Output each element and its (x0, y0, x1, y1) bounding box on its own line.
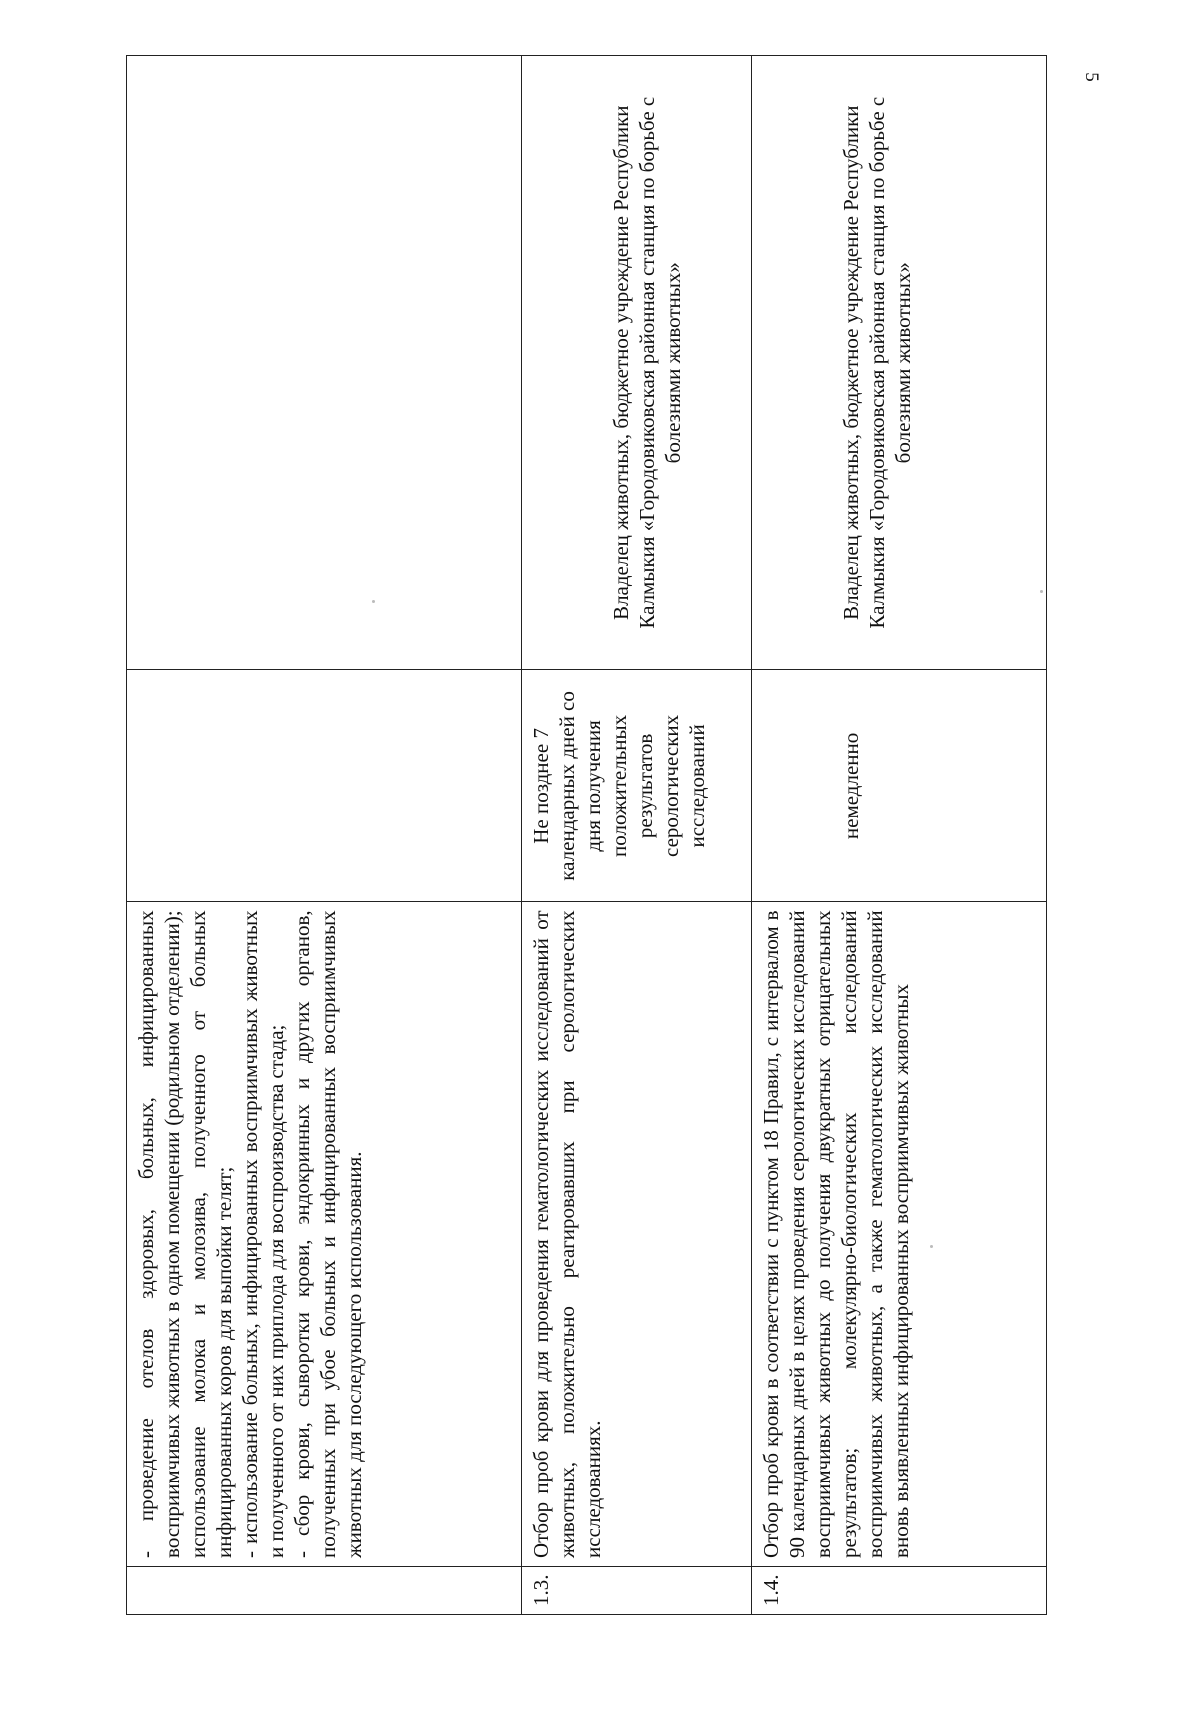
measures-table (126, 55, 1047, 1615)
scan-speck (930, 1245, 933, 1248)
action-paragraph: Отбор проб крови для проведения гематологических исследований от животных, положительно реагировавших при серологических исследованиях. (529, 910, 606, 1558)
action-paragraph: - проведение отелов здоровых, больных, инфицированных восприимчивых животных в одном помещении (родильном отделении); использование молока и молозива, полученного от больных инфицированных коров для выпойки телят; (134, 910, 237, 1558)
responsible-cell (752, 56, 1047, 670)
page-number: 5 (1080, 72, 1102, 82)
term-cell (752, 670, 1047, 902)
rotated-table-container (126, 55, 1046, 1615)
scan-speck (1040, 590, 1043, 593)
action-paragraph: Отбор проб крови в соответствии с пунктом 18 Правил, с интервалом в 90 календарных дней в целях проведения серологических исследований восприимчивых животных до получения двукратных отрицательных результатов; молекулярно-биологических исследований восприимчивых животных, а также гематологических исследований вновь выявленных инфицированных восприимчивых животных (759, 910, 914, 1558)
table-row (127, 56, 522, 1615)
action-cell (752, 902, 1047, 1567)
responsible-text: Владелец животных, бюджетное учреждение Республики Калмыкия «Городовиковская районная станция по борьбе с болезнями животных» (839, 96, 916, 629)
row-number-cell: 1.3. (522, 1566, 752, 1614)
table-row (522, 56, 752, 1615)
scan-speck (372, 600, 375, 603)
term-text: немедленно (839, 732, 863, 840)
action-paragraph: - использование больных, инфицированных восприимчивых животных и полученного от них приплода для воспроизводства стада; (238, 910, 289, 1558)
term-cell: Не позднее 7 календарных дней со дня получения положительных результатов серологических исследований (522, 670, 752, 902)
action-cell (522, 902, 752, 1567)
term-cell (127, 670, 522, 902)
responsible-cell (522, 56, 752, 670)
responsible-text: Владелец животных, бюджетное учреждение Республики Калмыкия «Городовиковская районная станция по борьбе с болезнями животных» (609, 96, 686, 629)
action-cell (127, 902, 522, 1567)
responsible-cell (127, 56, 522, 670)
table-row (752, 56, 1047, 1615)
row-number-cell: 1.4. (752, 1566, 1047, 1614)
row-number-cell (127, 1566, 522, 1614)
action-paragraph: - сбор крови, сыворотки крови, эндокринных и других органов, полученных при убое больных и инфицированных восприимчивых животных для последующего использования. (290, 910, 367, 1558)
